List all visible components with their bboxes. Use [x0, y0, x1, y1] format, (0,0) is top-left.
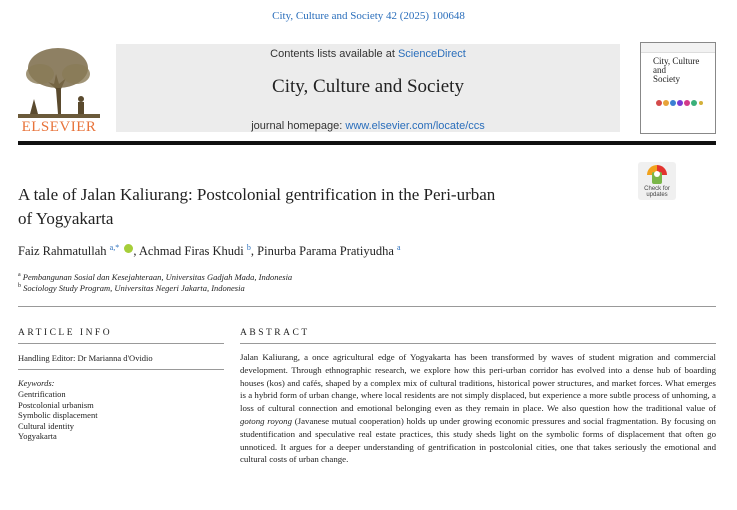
article-info-heading: ARTICLE INFO [18, 328, 113, 338]
cover-top-band [641, 43, 715, 53]
handling-editor: Handling Editor: Dr Marianna d'Ovidio [18, 353, 153, 363]
publisher-name[interactable]: ELSEVIER [21, 119, 97, 135]
keyword-item: Cultural identity [18, 420, 74, 431]
header-divider [18, 141, 716, 145]
cover-art-dots-icon [655, 93, 703, 113]
author-affil-marker[interactable]: a [397, 243, 401, 252]
journal-reference[interactable]: City, Culture and Society 42 (2025) 100648 [272, 10, 465, 22]
cover-title-line2: Society [653, 74, 680, 84]
author-list: Faiz Rahmatullah $^{a,*}$ , Achmad Firas Khudi $^b$, Pinurba Parama Pratiyudha $^a$ [18, 243, 401, 259]
keywords-label: Keywords: [18, 378, 55, 388]
author-name[interactable]: Achmad Firas Khudi [138, 244, 244, 259]
homepage-line [116, 120, 620, 132]
journal-header-box [116, 44, 620, 132]
abstract-heading: ABSTRACT [240, 328, 310, 338]
cover-title-line1: City, Culture and [653, 56, 700, 75]
orcid-icon[interactable] [124, 244, 133, 253]
article-title-line2: of Yogyakarta [18, 209, 114, 228]
abstract-divider [240, 343, 716, 344]
abstract-italic-term: gotong royong [240, 415, 292, 426]
article-info-divider [18, 343, 224, 344]
article-title [18, 183, 608, 231]
affiliation-text: Sociology Study Program, Universitas Negeri Jakarta, Indonesia [23, 283, 245, 293]
affiliation-marker: b [18, 283, 21, 290]
journal-cover-thumbnail[interactable] [640, 42, 716, 134]
sciencedirect-link[interactable]: ScienceDirect [397, 48, 466, 60]
keyword-item: Yogyakarta [18, 431, 57, 442]
keywords-list [18, 389, 98, 442]
author-affil-marker[interactable]: b [246, 243, 251, 252]
handling-editor-divider [18, 369, 224, 370]
crossmark-label-line2: updates [646, 192, 668, 198]
abstract-body [240, 351, 716, 466]
keyword-item: Symbolic displacement [18, 410, 98, 421]
crossmark-label[interactable] [638, 186, 676, 198]
keyword-item: Postcolonial urbanism [18, 399, 94, 410]
keyword-item: Gentrification [18, 389, 66, 399]
journal-title: City, Culture and Society [272, 76, 464, 97]
homepage-prefix: journal homepage: [251, 120, 343, 132]
abstract-text-part2: (Javanese mutual cooperation) holds up under growing economic pressures and social fragmentation. By focusing on studentification and speculative real estate practices, this study sheds light on the symbolic forms of displacement that often go unnoticed. It argues for a deeper understanding of gentrification in postcolonial cities, one that takes seriously the emotional and cultural costs of urban change. [240, 415, 716, 465]
author-affil-marker[interactable]: a,* [109, 243, 120, 252]
author-name[interactable]: Faiz Rahmatullah [18, 244, 107, 259]
section-divider [18, 306, 716, 307]
affiliation-a [18, 272, 292, 282]
journal-homepage-link[interactable]: www.elsevier.com/locate/ccs [345, 120, 485, 132]
contents-prefix: Contents lists available at [270, 48, 395, 60]
abstract-text-part1: Jalan Kaliurang, a once agricultural edge of Yogyakarta has been transformed by waves of student migration and commercial development. Through ethnographic research, we explore how this peri-urban corridor has evolved into a dense hub of boarding houses (kos) and cafés, shaped by a complex mix of cultural traditions, historical power structures, and market forces. What emerges is a hybrid form of urban change, where local residents are not simply displaced, but experience a more subtle process of unhoming, a loss of cultural connection and emotional belonging even as they remain in place. We also question how the traditional value of [240, 352, 716, 414]
author-name[interactable]: Pinurba Parama Pratiyudha [257, 244, 394, 259]
affiliation-text: Pembangunan Sosial dan Kesejahteraan, Universitas Gadjah Mada, Indonesia [22, 272, 293, 282]
contents-line [116, 48, 620, 60]
affiliation-marker: a [18, 272, 21, 279]
cover-title [653, 57, 713, 84]
article-title-line1: A tale of Jalan Kaliurang: Postcolonial gentrification in the Peri-urban [18, 185, 496, 204]
affiliation-b [18, 283, 245, 293]
crossmark-label-line1: Check for [644, 186, 670, 192]
